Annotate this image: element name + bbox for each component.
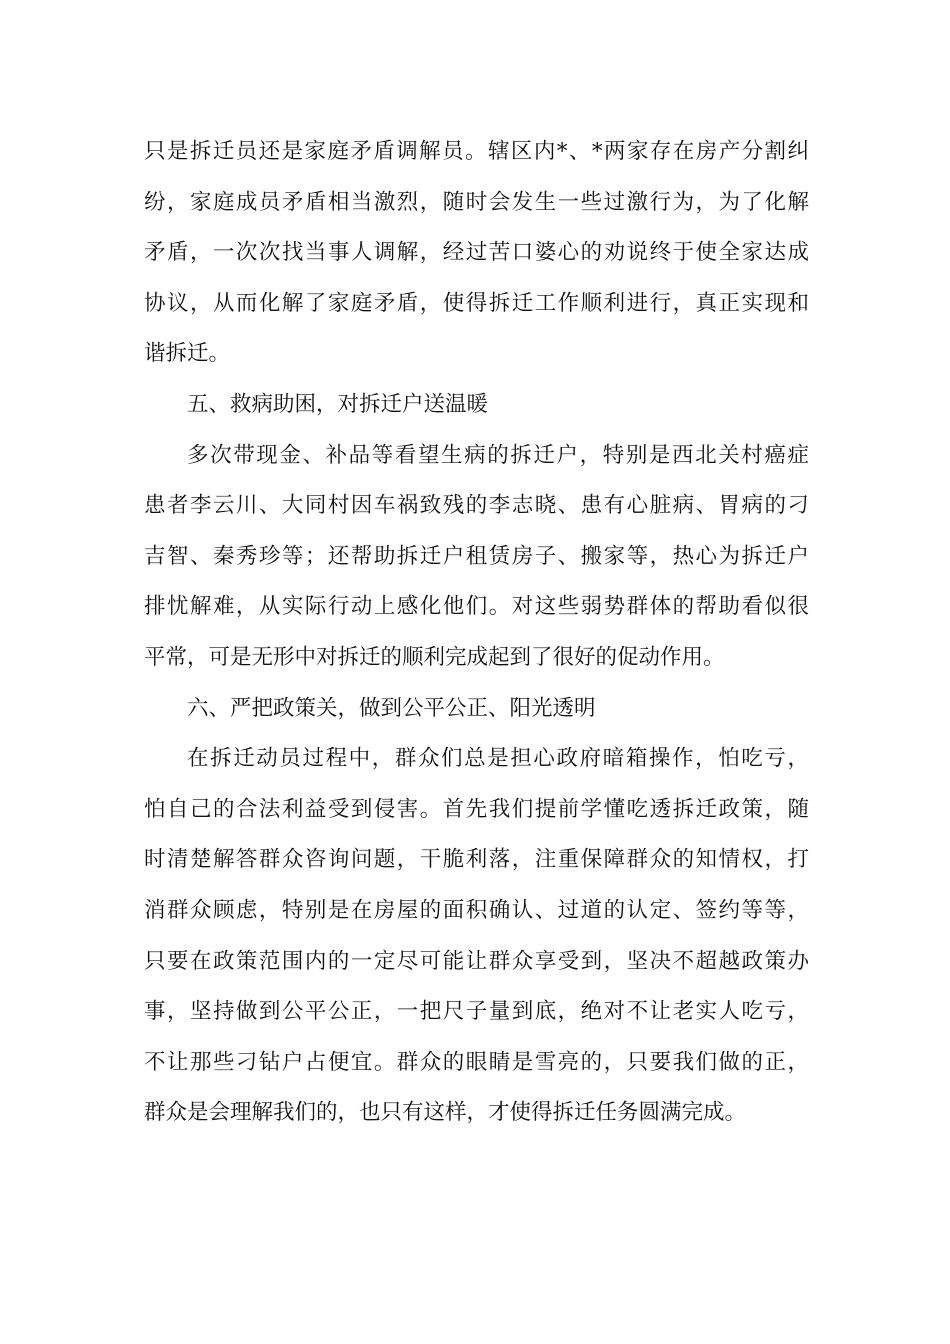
text-line: 排忧解难，从实际行动上感化他们。对这些弱势群体的帮助看似很 — [144, 594, 809, 620]
text-line: 在拆迁动员过程中，群众们总是担心政府暗箱操作，怕吃亏， — [187, 746, 809, 772]
text-line: 群众是会理解我们的，也只有这样，才使得拆迁任务圆满完成。 — [144, 1100, 747, 1126]
text-line: 吉智、秦秀珍等；还帮助拆迁户租赁房子、搬家等，热心为拆迁户 — [144, 543, 809, 569]
text-line: 多次带现金、补品等看望生病的拆迁户，特别是西北关村癌症 — [187, 442, 809, 468]
section-heading: 六、严把政策关，做到公平公正、阳光透明 — [187, 695, 596, 721]
text-line: 平常，可是无形中对拆迁的顺利完成起到了很好的促动作用。 — [144, 644, 725, 670]
text-line: 只是拆迁员还是家庭矛盾调解员。辖区内*、*两家存在房产分割纠 — [144, 139, 809, 164]
text-line: 矛盾，一次次找当事人调解，经过苦口婆心的劝说终于使全家达成 — [144, 240, 809, 266]
text-line: 不让那些刁钻户占便宜。群众的眼睛是雪亮的，只要我们做的正， — [144, 1049, 809, 1075]
section-heading: 五、救病助困，对拆迁户送温暖 — [187, 391, 489, 417]
text-line: 纷，家庭成员矛盾相当激烈，随时会发生一些过激行为，为了化解 — [144, 189, 809, 215]
text-line: 消群众顾虑，特别是在房屋的面积确认、过道的认定、签约等等， — [144, 897, 809, 923]
text-line: 协议，从而化解了家庭矛盾，使得拆迁工作顺利进行，真正实现和 — [144, 290, 809, 316]
text-line: 患者李云川、大同村因车祸致残的李志晓、患有心脏病、胃病的刁 — [144, 493, 809, 519]
text-line: 怕自己的合法利益受到侵害。首先我们提前学懂吃透拆迁政策，随 — [144, 796, 809, 822]
text-line: 谐拆迁。 — [144, 341, 231, 367]
document-body — [144, 127, 809, 1139]
text-line: 事，坚持做到公平公正，一把尺子量到底，绝对不让老实人吃亏， — [144, 999, 809, 1025]
text-line: 只要在政策范围内的一定尽可能让群众享受到，坚决不超越政策办 — [144, 948, 809, 974]
text-line: 时清楚解答群众咨询问题，干脆利落，注重保障群众的知情权，打 — [144, 847, 809, 873]
